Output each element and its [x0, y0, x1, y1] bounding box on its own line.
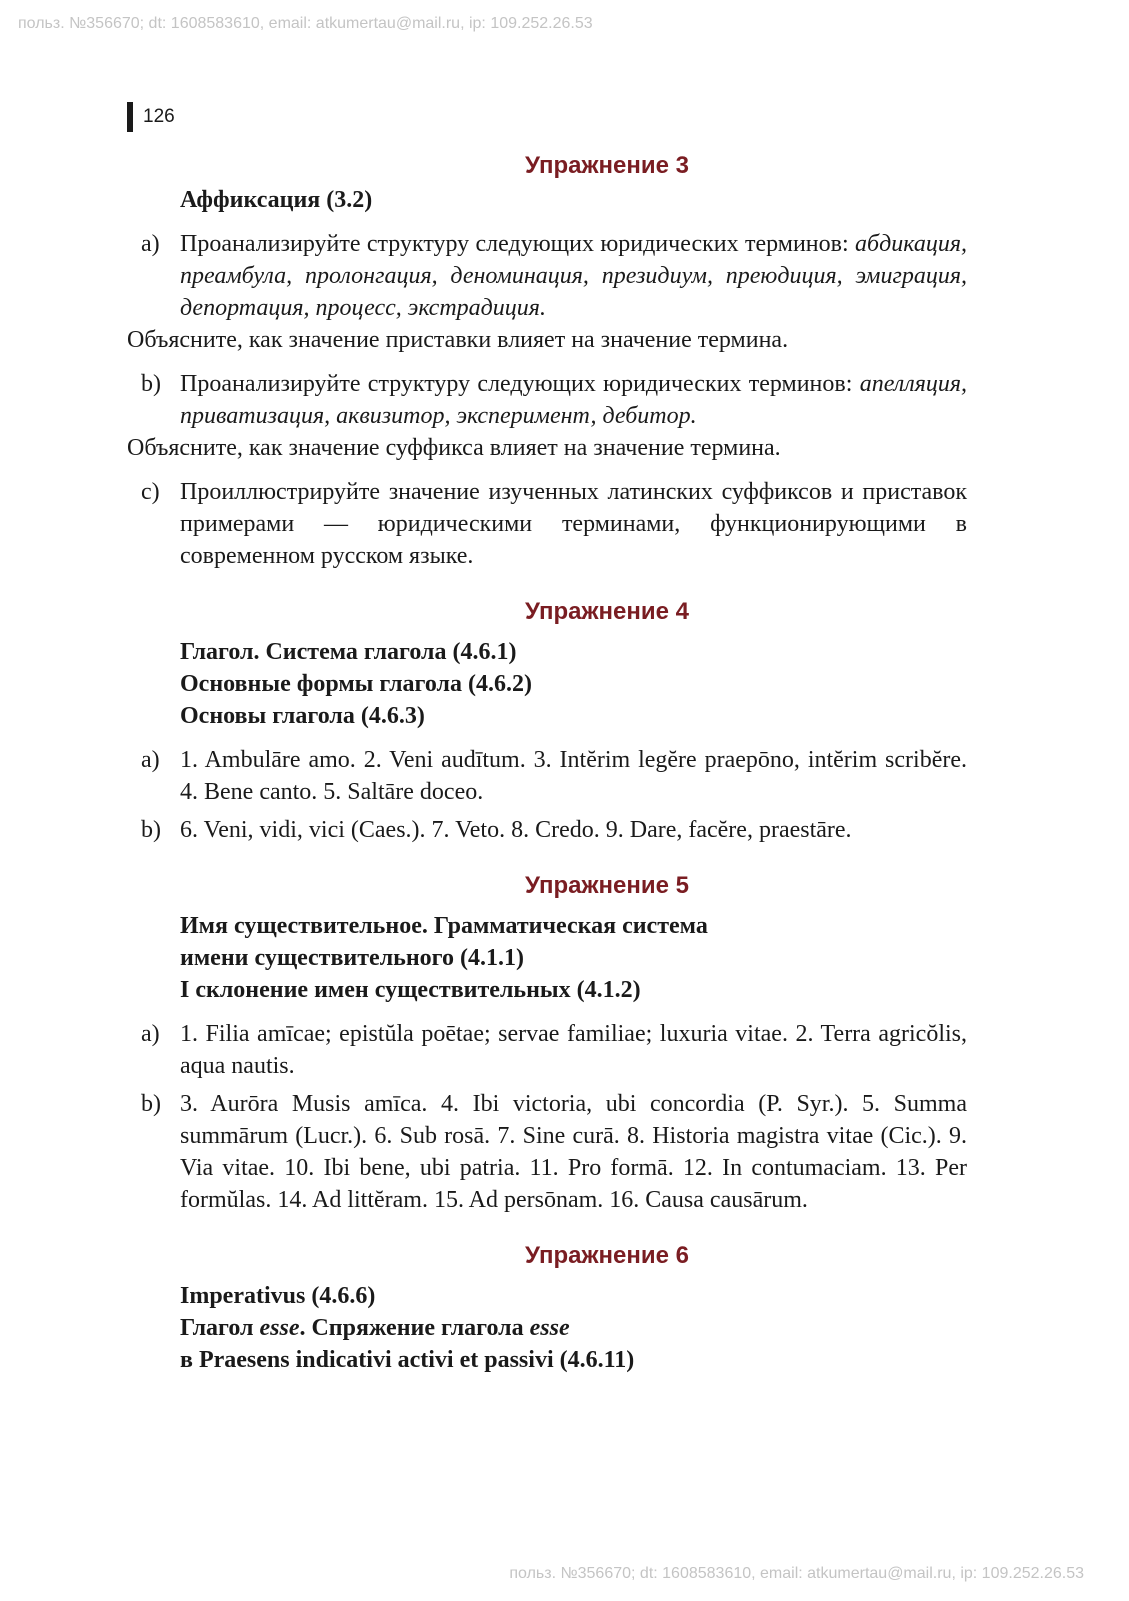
item-terms: апелляция, приватизация, аквизитор, эксперимент, дебитор.	[180, 371, 967, 429]
exercise-3-item-b	[127, 368, 967, 432]
item-instruction: Проанализируйте структуру следующих юридических терминов:	[180, 231, 849, 257]
item-text: 6. Veni, vidi, vici (Caes.). 7. Veto. 8. Credo. 9. Dare, facĕre, praestāre.	[180, 817, 852, 843]
exercise-4-subtitle: Глагол. Система глагола (4.6.1)	[180, 639, 517, 665]
exercise-3-title: Упражнение 3	[525, 152, 689, 179]
subtitle-part-italic: esse	[529, 1315, 570, 1341]
exercise-6	[127, 1238, 967, 1376]
exercise-4-title: Упражнение 4	[525, 598, 689, 625]
exercise-5-item-b	[127, 1088, 967, 1216]
item-text: 1. Ambulāre amo. 2. Veni audītum. 3. Intĕrim legĕre praepōno, intĕrim scribĕre. 4. Bene canto. 5. Saltāre doceo.	[180, 747, 967, 805]
exercise-6-title: Упражнение 6	[525, 1242, 689, 1269]
page-number-text: 126	[143, 106, 175, 127]
item-text	[180, 228, 967, 324]
item-instruction: Проанализируйте структуру следующих юридических терминов:	[180, 371, 853, 397]
exercise-5-item-a	[127, 1018, 967, 1082]
exercise-3-item-c	[127, 476, 967, 572]
item-label: c)	[141, 479, 160, 505]
exercise-6-subtitle: в Praesens indicativi activi et passivi (4.6.11)	[180, 1347, 635, 1373]
exercise-3	[127, 148, 967, 572]
item-label: a)	[141, 231, 160, 257]
exercise-5-title: Упражнение 5	[525, 872, 689, 899]
watermark-top: польз. №356670; dt: 1608583610, email: atkumertau@mail.ru, ip: 109.252.26.53	[18, 15, 593, 32]
subtitle-part: . Спряжение глагола	[299, 1315, 530, 1341]
exercise-3-note-b: Объясните, как значение суффикса влияет на значение термина.	[127, 435, 781, 461]
exercise-5	[127, 868, 967, 1216]
exercise-5-subtitle: Имя существительное. Грамматическая система	[180, 913, 708, 939]
item-label: a)	[141, 1021, 160, 1047]
item-label: a)	[141, 747, 160, 773]
exercise-3-item-a	[127, 228, 967, 324]
item-text	[180, 368, 967, 432]
exercise-3-note-a: Объясните, как значение приставки влияет на значение термина.	[127, 327, 789, 353]
watermark-bottom: польз. №356670; dt: 1608583610, email: atkumertau@mail.ru, ip: 109.252.26.53	[509, 1565, 1084, 1582]
subtitle-part-italic: esse	[259, 1315, 300, 1341]
page-number-bar	[127, 102, 133, 132]
exercise-4-subtitle: Основы глагола (4.6.3)	[180, 703, 425, 729]
item-label: b)	[141, 1091, 161, 1117]
item-text: 3. Aurōra Musis amīca. 4. Ibi victoria, ubi concordia (P. Syr.). 5. Summa summārum (Lucr.). 6. Sub rosā. 7. Sine curā. 8. Historia magistra vitae (Cic.). 9. Via vitae. 10. Ibi bene, ubi patria. 11. Pro formā. 12. In contumaciam. 13. Per formŭlas. 14. Ad littĕram. 15. Ad persōnam. 16. Causa causārum.	[180, 1091, 967, 1213]
subtitle-part: Глагол	[180, 1315, 260, 1341]
item-text: Проиллюстрируйте значение изученных латинских суффиксов и приставок примерами — юридическими терминами, функционирующими в современном русском языке.	[180, 479, 967, 569]
page-content	[127, 148, 967, 1376]
item-label: b)	[141, 817, 161, 843]
exercise-4	[127, 594, 967, 846]
item-label: b)	[141, 371, 161, 397]
exercise-5-subtitle: имени существительного (4.1.1)	[180, 945, 524, 971]
exercise-6-subtitle: Imperativus (4.6.6)	[180, 1283, 376, 1309]
page-number	[127, 102, 175, 132]
exercise-4-item-b	[127, 814, 967, 846]
item-terms: абдикация, преамбула, пролонгация, деноминация, президиум, преюдиция, эмиграция, депортация, процесс, экстрадиция.	[180, 231, 967, 321]
exercise-3-subtitle: Аффиксация (3.2)	[180, 187, 373, 213]
exercise-5-subtitle: I склонение имен существительных (4.1.2)	[180, 977, 641, 1003]
exercise-4-subtitle: Основные формы глагола (4.6.2)	[180, 671, 532, 697]
item-text: 1. Filia amīcae; epistŭla poētae; servae familiae; luxuria vitae. 2. Terra agricŏlis, aqua nautis.	[180, 1021, 967, 1079]
exercise-6-subtitle	[127, 1312, 967, 1344]
exercise-4-item-a	[127, 744, 967, 808]
